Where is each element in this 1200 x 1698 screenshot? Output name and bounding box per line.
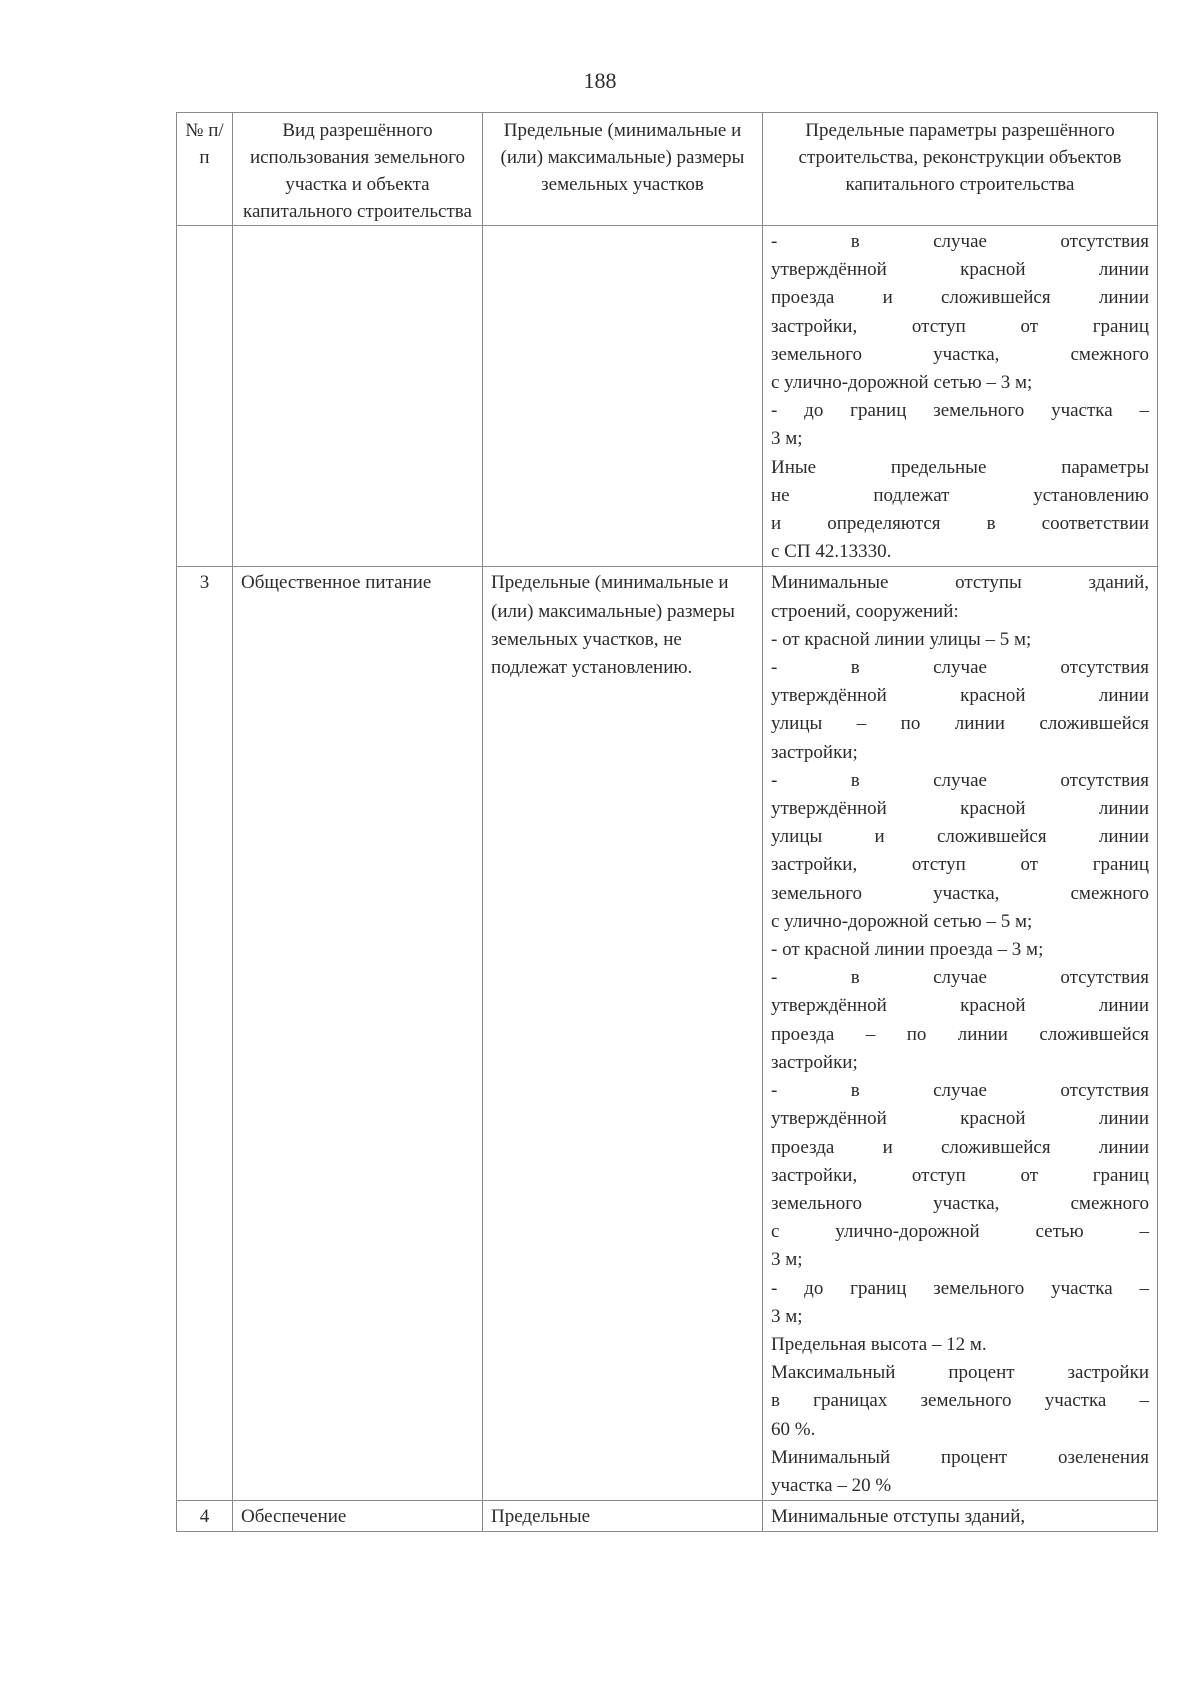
params-line: и определяются в соответствии bbox=[771, 513, 1149, 535]
params-line: Предельная высота – 12 м. bbox=[771, 1333, 987, 1355]
params-line: Минимальные отступы зданий, bbox=[771, 1506, 1026, 1528]
params-line: Минимальные отступы зданий, bbox=[771, 572, 1149, 594]
params-line: земельного участка, смежного bbox=[771, 1192, 1149, 1214]
header-params: Предельные параметры разрешённого строительства, реконструкции объектов капитального строительства bbox=[763, 113, 1158, 226]
params-line: - в случае отсутствия bbox=[771, 657, 1149, 679]
params-line: с улично-дорожной сетью – 5 м; bbox=[771, 910, 1033, 932]
params-line: утверждённой красной линии bbox=[771, 259, 1149, 281]
params-lines bbox=[771, 228, 1149, 566]
params-line: - в случае отсутствия bbox=[771, 967, 1149, 989]
params-line: улицы и сложившейся линии bbox=[771, 826, 1149, 848]
params-line: - до границ земельного участка – bbox=[771, 400, 1149, 422]
cell-number: 4 bbox=[177, 1501, 233, 1532]
table-header-row bbox=[177, 113, 1158, 226]
params-line: с улично-дорожной сетью – bbox=[771, 1221, 1149, 1243]
params-line: утверждённой красной линии bbox=[771, 685, 1149, 707]
params-line: 3 м; bbox=[771, 1249, 803, 1271]
params-line: проезда и сложившейся линии bbox=[771, 1136, 1149, 1158]
params-line: проезда и сложившейся линии bbox=[771, 287, 1149, 309]
params-line: 3 м; bbox=[771, 1305, 803, 1327]
header-plot-sizes: Предельные (минимальные и (или) максимальные) размеры земельных участков bbox=[483, 113, 763, 226]
params-line: застройки, отступ от границ bbox=[771, 1164, 1149, 1186]
params-line: с улично-дорожной сетью – 3 м; bbox=[771, 372, 1033, 394]
cell-params bbox=[763, 226, 1158, 567]
params-line: Максимальный процент застройки bbox=[771, 1362, 1149, 1384]
params-line: утверждённой красной линии bbox=[771, 798, 1149, 820]
cell-params bbox=[763, 567, 1158, 1501]
params-line: строений, сооружений: bbox=[771, 600, 959, 622]
params-line: - в случае отсутствия bbox=[771, 769, 1149, 791]
params-line: проезда – по линии сложившейся bbox=[771, 1023, 1149, 1045]
header-number: № п/п bbox=[177, 113, 233, 226]
params-line: - от красной линии улицы – 5 м; bbox=[771, 628, 1032, 650]
regulations-table bbox=[176, 112, 1158, 1532]
params-line: 60 %. bbox=[771, 1418, 816, 1440]
params-line: в границах земельного участка – bbox=[771, 1390, 1149, 1412]
params-line: улицы – по линии сложившейся bbox=[771, 713, 1149, 735]
params-line: 3 м; bbox=[771, 428, 803, 450]
cell-plot-sizes bbox=[483, 226, 763, 567]
params-line: - от красной линии проезда – 3 м; bbox=[771, 939, 1044, 961]
params-line: Минимальный процент озеленения bbox=[771, 1446, 1149, 1468]
cell-number bbox=[177, 226, 233, 567]
params-lines bbox=[771, 569, 1149, 1500]
table-row-4 bbox=[177, 1501, 1158, 1532]
cell-use-type: Обеспечение bbox=[233, 1501, 483, 1532]
params-line: застройки; bbox=[771, 1051, 858, 1073]
params-line: утверждённой красной линии bbox=[771, 1108, 1149, 1130]
header-use-type: Вид разрешённого использования земельного участка и объекта капитального строительства bbox=[233, 113, 483, 226]
cell-number: 3 bbox=[177, 567, 233, 1501]
params-line: Иные предельные параметры bbox=[771, 456, 1149, 478]
params-line: застройки, отступ от границ bbox=[771, 854, 1149, 876]
params-line: участка – 20 % bbox=[771, 1474, 892, 1496]
params-line: не подлежат установлению bbox=[771, 484, 1149, 506]
table-row-continuation bbox=[177, 226, 1158, 567]
params-line: - до границ земельного участка – bbox=[771, 1277, 1149, 1299]
params-line: застройки; bbox=[771, 741, 858, 763]
cell-use-type bbox=[233, 226, 483, 567]
params-line: утверждённой красной линии bbox=[771, 995, 1149, 1017]
params-line: - в случае отсутствия bbox=[771, 1080, 1149, 1102]
cell-plot-sizes: Предельные (минимальные и (или) максимальные) размеры земельных участков, не подлежат установлению. bbox=[483, 567, 763, 1501]
cell-params bbox=[763, 1501, 1158, 1532]
cell-use-type: Общественное питание bbox=[233, 567, 483, 1501]
params-line: земельного участка, смежного bbox=[771, 343, 1149, 365]
page-number: 188 bbox=[583, 68, 617, 93]
params-line: с СП 42.13330. bbox=[771, 541, 892, 563]
cell-plot-sizes: Предельные bbox=[483, 1501, 763, 1532]
params-line: - в случае отсутствия bbox=[771, 231, 1149, 252]
params-line: застройки, отступ от границ bbox=[771, 315, 1149, 337]
params-line: земельного участка, смежного bbox=[771, 882, 1149, 904]
table-row-3 bbox=[177, 567, 1158, 1501]
